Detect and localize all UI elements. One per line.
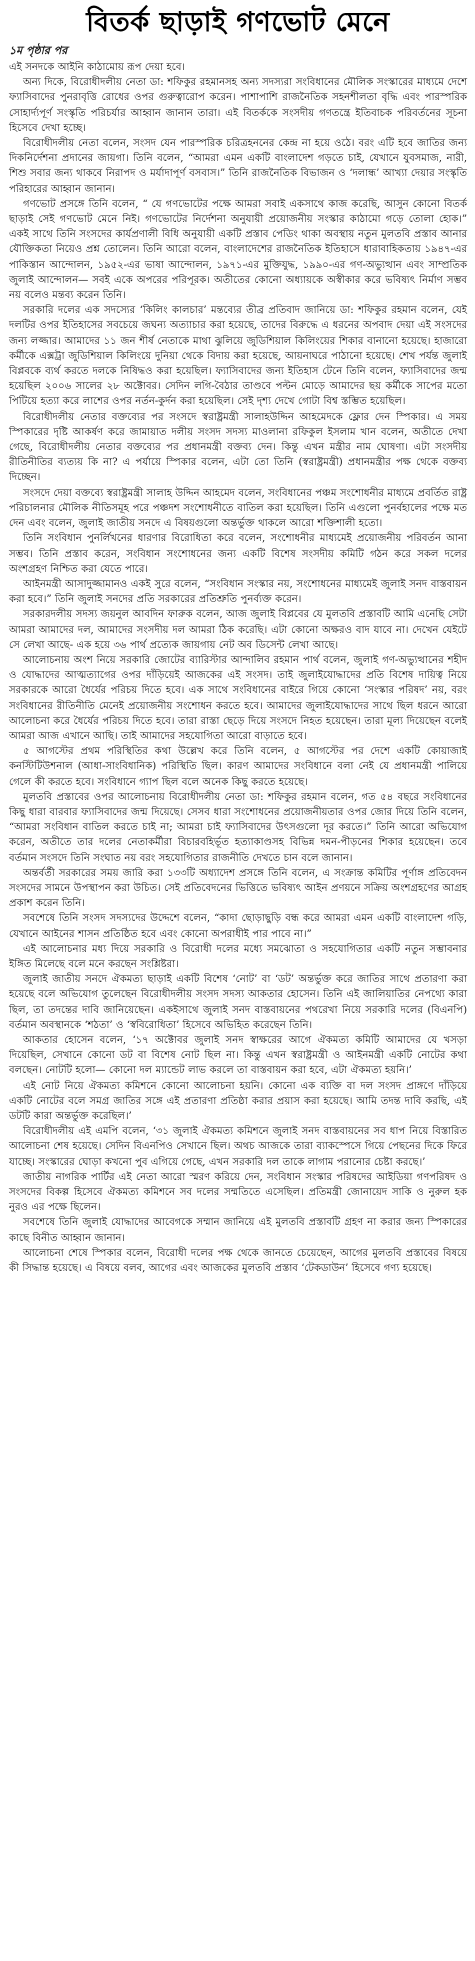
article-paragraph: আকতার হোসেন বলেন, ‘১৭ অক্টোবর জুলাই সনদ স্বাক্ষরের আগে ঐকমত্য কমিটি আমাদের যে খসড়া দিয়েছিল, সেখানে কোনো ডট বা বিশেষ নোট ছিল না। কিন্তু এখন স্বরাষ্ট্রমন্ত্রী ও আইনমন্ত্রী একটি নোটের কথা বলছেন। নোটটি হলো— কোনো দল ম্যান্ডেট লাভ করলে তা বাস্তবায়ন করা হবে, এটা ঐকমত্য হয়নি।’ <box>9 1035 467 1077</box>
article-paragraph: এই সনদকে আইনি কাঠামোয় রূপ দেয়া হবে। <box>9 62 185 73</box>
article-paragraph: ৫ আগস্টের প্রথম পরিস্থিতির কথা উল্লেখ করে তিনি বলেন, ৫ আগস্টের পর দেশে একটি কোয়াজাই কনস্টিটিউশনাল (আধা-সাংবিধানিক) পরিস্থিতি ছিল। কারণ আমাদের সংবিধানে বলা নেই যে প্রধানমন্ত্রী পালিয়ে গেলে কী করতে হবে। সংবিধানে গ্যাপ ছিল বলে অনেক কিছু করতে হয়েছে। <box>9 746 467 788</box>
article-paragraph: এই আলোচনার মধ্য দিয়ে সরকারি ও বিরোধী দলের মধ্যে সমঝোতা ও সহযোগিতার একটি নতুন সম্ভাবনার ইঙ্গিত মিলেছে বলে মনে করছেন সংশ্লিষ্টরা। <box>9 943 467 970</box>
article-paragraph: আলোচনায় অংশ নিয়ে সরকারি জোটের ব্যারিস্টার আন্দালিব রহমান পার্থ বলেন, জুলাই গণ-অভ্যুত্থানের শহীদ ও যোদ্ধাদের আত্মত্যাগের ওপর দাঁড়িয়েই আজকের এই সংসদ। তাই জুলাইযোদ্ধাদের প্রতি বিশেষ দায়িত্ব নিয়ে সরকারকে আরো ধৈর্যের পরিচয় দিতে হবে। এক সাথে সংবিধানের বাইরে গিয়ে কোনো ‘সংস্কার পরিষদ’ নয়, বরং সংবিধানের রীতিনীতি মেনেই প্রয়োজনীয় সংশোধন করতে হবে। আমাদের জুলাইযোদ্ধাদের সাথে ছিল ধরনে আরো আলোচনা করে ধৈর্যের পরিচয় দিতে হবে। তারা রাস্তা ছেড়ে দিয়ে সংসদে নিহত হয়েছেন। তারা মূল্য দিয়েছেন বলেই আমরা আজ এখানে আছি। তাই আমাদের সহযোগিতা আরো বাড়াতে হবে। <box>9 654 467 742</box>
article-paragraph: জাতীয় নাগরিক পার্টির এই নেতা আরো স্মরণ করিয়ে দেন, সংবিধান সংস্কার পরিষদের আইডিয়া গণপরিষদ ও সংসদের বিকল্প হিসেবে ঐকমত্য কমিশনে সব দলের সম্মতিতে এসেছিল। প্রতিমন্ত্রী জোনায়েদ সাকি ও নুরুল হক নুরও এর পক্ষে ছিলেন। <box>9 1171 467 1214</box>
headline: বিতর্ক ছাড়াই গণভোট মেনে <box>86 7 390 38</box>
article-body <box>9 60 467 1276</box>
continued-from-label: ১ম পৃষ্ঠার পর <box>9 44 68 57</box>
article-paragraph: জুলাই জাতীয় সনদে ঐকমত্য ছাড়াই একটি বিশেষ ‘নোট’ বা ‘ডট’ অন্তর্ভুক্ত করে জাতির সাথে প্রতারণা করা হয়েছে বলে অভিযোগ তুলেছেন বিরোধীদলীয় সংসদ সদস্য আকতার হোসেন। তিনি এই জালিয়াতির নেপথ্যে কারা ছিল, তা তদন্তের দাবি জানিয়েছেন। একইসাথে জুলাই সনদ বাস্তবায়নের পথরেখা নিয়ে সরকারি দলের (বিএনপি) বর্তমান অবস্থানকে ‘শঠতা’ ও ‘স্ববিরোধিতা’ হিসেবে অভিহিত করেছেন তিনি। <box>9 974 467 1031</box>
article-paragraph: তিনি সংবিধান পুনর্লিখনের ধারণার বিরোধিতা করে বলেন, সংশোধনীর মাধ্যমেই প্রয়োজনীয় পরিবর্তন আনা সম্ভব। তিনি প্রস্তাব করেন, সংবিধান সংশোধনের জন্য একটি বিশেষ সংসদীয় কমিটি গঠন করে সকল দলের অংশগ্রহণ নিশ্চিত করা যেতে পারে। <box>9 533 467 575</box>
article-paragraph: আইনমন্ত্রী আসাদুজ্জামানও একই সুরে বলেন, “সংবিধান সংস্কার নয়, সংশোধনের মাধ্যমেই জুলাই সনদ বাস্তবায়ন করা হবে।” তিনি জুলাই সনদের প্রতি সরকারের প্রতিশ্রুতি পুনর্ব্যক্ত করেন। <box>9 578 467 606</box>
article-paragraph: সরকারি দলের এক সদস্যের ‘কিলিং কালচার’ মন্তব্যের তীব্র প্রতিবাদ জানিয়ে ডা: শফিকুর রহমান বলেন, যেই দলটির ওপর ইতিহাসের সবচেয়ে জঘন্য অত্যাচার করা হয়েছে, তাদের বিরুদ্ধে এ ধরনের অপবাদ দেয়া এই সংসদের জন্য লজ্জার। আমাদের ১১ জন শীর্ষ নেতাকে মাথা ঝুলিয়ে জুডিশিয়াল কিলিংয়ের শিকার বানানো হয়েছে। হাজারো কর্মীকে এক্সট্রা জুডিশিয়াল কিলিংয়ে দুনিয়া থেকে বিদায় করা হয়েছে, আয়নাঘরে পাঠানো হয়েছে। শেখ পর্যন্ত জুলাই বিপ্লবকে ব্যর্থ করতে দলকে নিষিদ্ধও করা হয়েছিল। ফ্যাসিবাদের জন্য ইতিহাস টেনে তিনি বলেন, ফ্যাসিবাদের জন্ম হয়েছিল ২০০৬ সালের ২৮ অক্টোবর। সেদিন লগি-বৈঠার তাণ্ডবে পল্টন মোড়ে আমাদের ছয় কর্মীকে সাপের মতো পিটিয়ে হত্যা করে লাশের ওপর নর্তন-কুর্দন করা হয়েছিল। সেই দৃশ্য দেখে গোটা বিশ্ব স্তম্ভিত হয়েছিল। <box>9 305 467 408</box>
article-paragraph: সবশেষে তিনি জুলাই যোদ্ধাদের আবেগকে সম্মান জানিয়ে এই মুলতবি প্রস্তাবটি গ্রহণ না করার জন্য স্পিকারের কাছে বিনীত আহ্বান জানান। <box>9 1217 467 1244</box>
article-paragraph: সবশেষে তিনি সংসদ সদস্যদের উদ্দেশে বলেন, “কাদা ছোড়াছুড়ি বন্ধ করে আমরা এমন একটি বাংলাদেশ গড়ি, যেখানে আইনের শাসন প্রতিষ্ঠিত হবে এবং কোনো অপরাধীই পার পাবে না।” <box>9 913 467 940</box>
article-paragraph: বিরোধীদলীয় এই এমপি বলেন, ‘৩১ জুলাই ঐকমত্য কমিশনে জুলাই সনদ বাস্তবায়নের সব ধাপ নিয়ে বিস্তারিত আলোচনা শেষ হয়েছে। সেদিন বিএনপিও সেখানে ছিল। অথচ আজকে তারা ব্যাকস্পেসে গিয়ে পেছনের দিকে ফিরে যাচ্ছে। সংস্কারের ঘোড়া কখনো পুব এগিয়ে গেছে, এখন সরকারি দল তাকে লাগাম পরানোর চেষ্টা করছে।’ <box>9 1126 467 1168</box>
article-paragraph: সরকারদলীয় সদস্য জয়নুল আবদিন ফারুক বলেন, আজ জুলাই বিপ্লবের যে মুলতবি প্রস্তাবটি আমি এনেছি সেটা আমরা আমাদের দল, আমাদের সংসদীয় দল আমরা ঠিক করেছি। এটা কোনো অক্ষরও বাদ যাবে না। দেখেন যেইটে সে লেখা আছে- এক হয়ে ৩৬ পার্থ প্রত্যেক জায়গায় নেট অব ডিসেন্ট লেখা আছে। <box>9 609 467 651</box>
article-paragraph: মুলতবি প্রস্তাবের ওপর আলোচনায় বিরোধীদলীয় নেতা ডা: শফিকুর রহমান বলেন, গত ৫৪ বছরে সংবিধানের কিছু ধারা বারবার ফ্যাসিবাদের জন্ম দিয়েছে। সেসব ধারা সংশোধনের প্রয়োজনীয়তার ওপর জোর দিয়ে তিনি বলেন, “আমরা সংবিধান বাতিল করতে চাই না; আমরা চাই ফ্যাসিবাদের উৎসগুলো দূর করতে।” তিনি আরো অভিযোগ করেন, অতীতে তার দলের নেতাকর্মীরা বিচারবহির্ভূত হত্যাকাণ্ডসহ বিভিন্ন দমন-পীড়নের শিকার হয়েছেন। তবে বর্তমান সংসদে তিনি সংঘাত নয় বরং সহযোগিতার রাজনীতি দেখতে চান বলে জানান। <box>9 791 467 864</box>
article-paragraph: আলোচনা শেষে স্পিকার বলেন, বিরোধী দলের পক্ষ থেকে জানতে চেয়েছেন, আগের মুলতবি প্রস্তাবের বিষয়ে কী সিদ্ধান্ত হয়েছে। এ বিষয়ে বলব, আগের এবং আজকের মুলতবি প্রস্তাব ‘টেকডাউন’ হিসেবে গণ্য হয়েছে। <box>9 1247 467 1275</box>
article-paragraph: এই নোট নিয়ে ঐকমত্য কমিশনে কোনো আলোচনা হয়নি। কোনো এক ব্যক্তি বা দল সংসদ প্রাঙ্গণে দাঁড়িয়ে একটি নোটের বলে সমগ্র জাতির সঙ্গে এই প্রতারণা প্রতিষ্ঠা করার প্রয়াস করা হয়েছে। আমি তদন্ত দাবি করছি, এই ডটটি কারা অন্তর্ভুক্ত করেছিল।’ <box>9 1080 467 1123</box>
article-paragraph: গণভোট প্রসঙ্গে তিনি বলেন, “ যে গণভোটের পক্ষে আমরা সবাই একসাথে কাজ করেছি, আসুন কোনো বিতর্ক ছাড়াই সেই গণভোট মেনে নিই। গণভোটের নির্দেশনা অনুযায়ী প্রয়োজনীয় সংস্কার কাঠামো গড়ে তোলা হোক।” একই সাথে তিনি সংসদের কার্যপ্রণালী বিধি অনুযায়ী একটি প্রস্তাব পেডিং থাকা অবস্থায় নতুন মুলতবি প্রস্তাব আনার যৌক্তিকতা নিয়েও প্রশ্ন তোলেন। তিনি আরো বলেন, বাংলাদেশের রাজনৈতিক ইতিহাসে ধারাবাহিকতায় ১৯৪৭-এর পাকিস্তান আন্দোলন, ১৯৫২-এর ভাষা আন্দোলন, ১৯৭১-এর মুক্তিযুদ্ধ, ১৯৯০-এর গণ-অভ্যুত্থান এবং সাম্প্রতিক জুলাই আন্দোলন— সবই একে অপরের পরিপূরক। অতীতের কোনো অধ্যায়কে অস্বীকার করে ভবিষ্যৎ নির্মাণ সম্ভব নয় বলেও মন্তব্য করেন তিনি। <box>9 198 467 302</box>
article-paragraph: সংসদে দেয়া বক্তব্যে স্বরাষ্ট্রমন্ত্রী সালাহ উদ্দিন আহমেদ বলেন, সংবিধানের পঞ্চম সংশোধনীর মাধ্যমে প্রবর্তিত রাষ্ট্র পরিচালনার মৌলিক নীতিসমূহ পরে পঞ্চদশ সংশোধনীতে বাতিল করা হয়েছিল। তিনি এগুলো পুনর্বহালের পক্ষে মত দেন এবং বলেন, জুলাই জাতীয় সনদে এ বিষয়গুলো অন্তর্ভুক্ত থাকলে আরো শক্তিশালী হতো। <box>9 487 467 530</box>
article-paragraph: বিরোধীদলীয় নেতার বক্তব্যের পর সংসদে স্বরাষ্ট্রমন্ত্রী সালাহউদ্দিন আহমেদকে ফ্লোর দেন স্পিকার। এ সময় স্পিকারের দৃষ্টি আকর্ষণ করে জামায়াত দলীয় সংসদ সদস্য মাওলানা রফিকুল ইসলাম খান বলেন, অতীতে দেখা গেছে, বিরোধীদলীয় নেতার বক্তব্যের পর প্রধানমন্ত্রী বক্তব্য দেন। কিন্তু এখন মন্ত্রীর নাম ঘোষণা। এটা সংসদীয় রীতিনীতির ব্যত্যয় কি না? এ পর্যায়ে স্পিকার বলেন, এটা তো তিনি (স্বরাষ্ট্রমন্ত্রী) প্রধানমন্ত্রীর পক্ষ থেকে বক্তব্য দিচ্ছেন। <box>9 411 467 484</box>
article-paragraph: অন্য দিকে, বিরোধীদলীয় নেতা ডা: শফিকুর রহমানসহ অন্য সদস্যরা সংবিধানের মৌলিক সংস্কারের মাধ্যমে দেশে ফ্যাসিবাদের পুনরাবৃত্তি রোধের ওপর গুরুত্বারোপ করেন। পাশাপাশি রাজনৈতিক সহনশীলতা বৃদ্ধি এবং পারস্পরিক সোহার্দ্যপূর্ণ সংস্কৃতি পরিচর্যার আহ্বান জানান তারা। এই বিতর্ককে সংসদীয় গণতন্ত্রে ইতিবাচক পরিবর্তনের সূচনা হিসেবে দেখা হচ্ছে। <box>9 77 467 134</box>
article-paragraph: অন্তর্বর্তী সরকারের সময় জারি করা ১৩৩টি অধ্যাদেশ প্রসঙ্গে তিনি বলেন, এ সংক্রান্ত কমিটির পূর্ণাঙ্গ প্রতিবেদন সংসদের সামনে উপস্থাপন করা উচিত। সেই প্রতিবেদনের ভিত্তিতে ভবিষ্যৎ আইন প্রণয়নে সক্রিয় অংশগ্রহণের আগ্রহ প্রকাশ করেন তিনি। <box>9 867 467 910</box>
article-paragraph: বিরোধীদলীয় নেতা বলেন, সংসদ যেন পারস্পরিক চরিত্রহননের কেন্দ্র না হয়ে ওঠে। বরং এটি হবে জাতির জন্য দিকনির্দেশনা প্রদানের জায়গা। তিনি বলেন, “আমরা এমন একটি বাংলাদেশ গড়তে চাই, যেখানে যুবসমাজ, নারী, শিশু সবার জন্য থাকবে নিরাপদ ও মর্যাদাপূর্ণ বসবাস।” তিনি রাজনৈতিক বিভাজন ও ‘দলান্ধ’ আখ্যা দেয়ার সংস্কৃতি পরিহারের আহ্বান জানান। <box>9 138 467 195</box>
